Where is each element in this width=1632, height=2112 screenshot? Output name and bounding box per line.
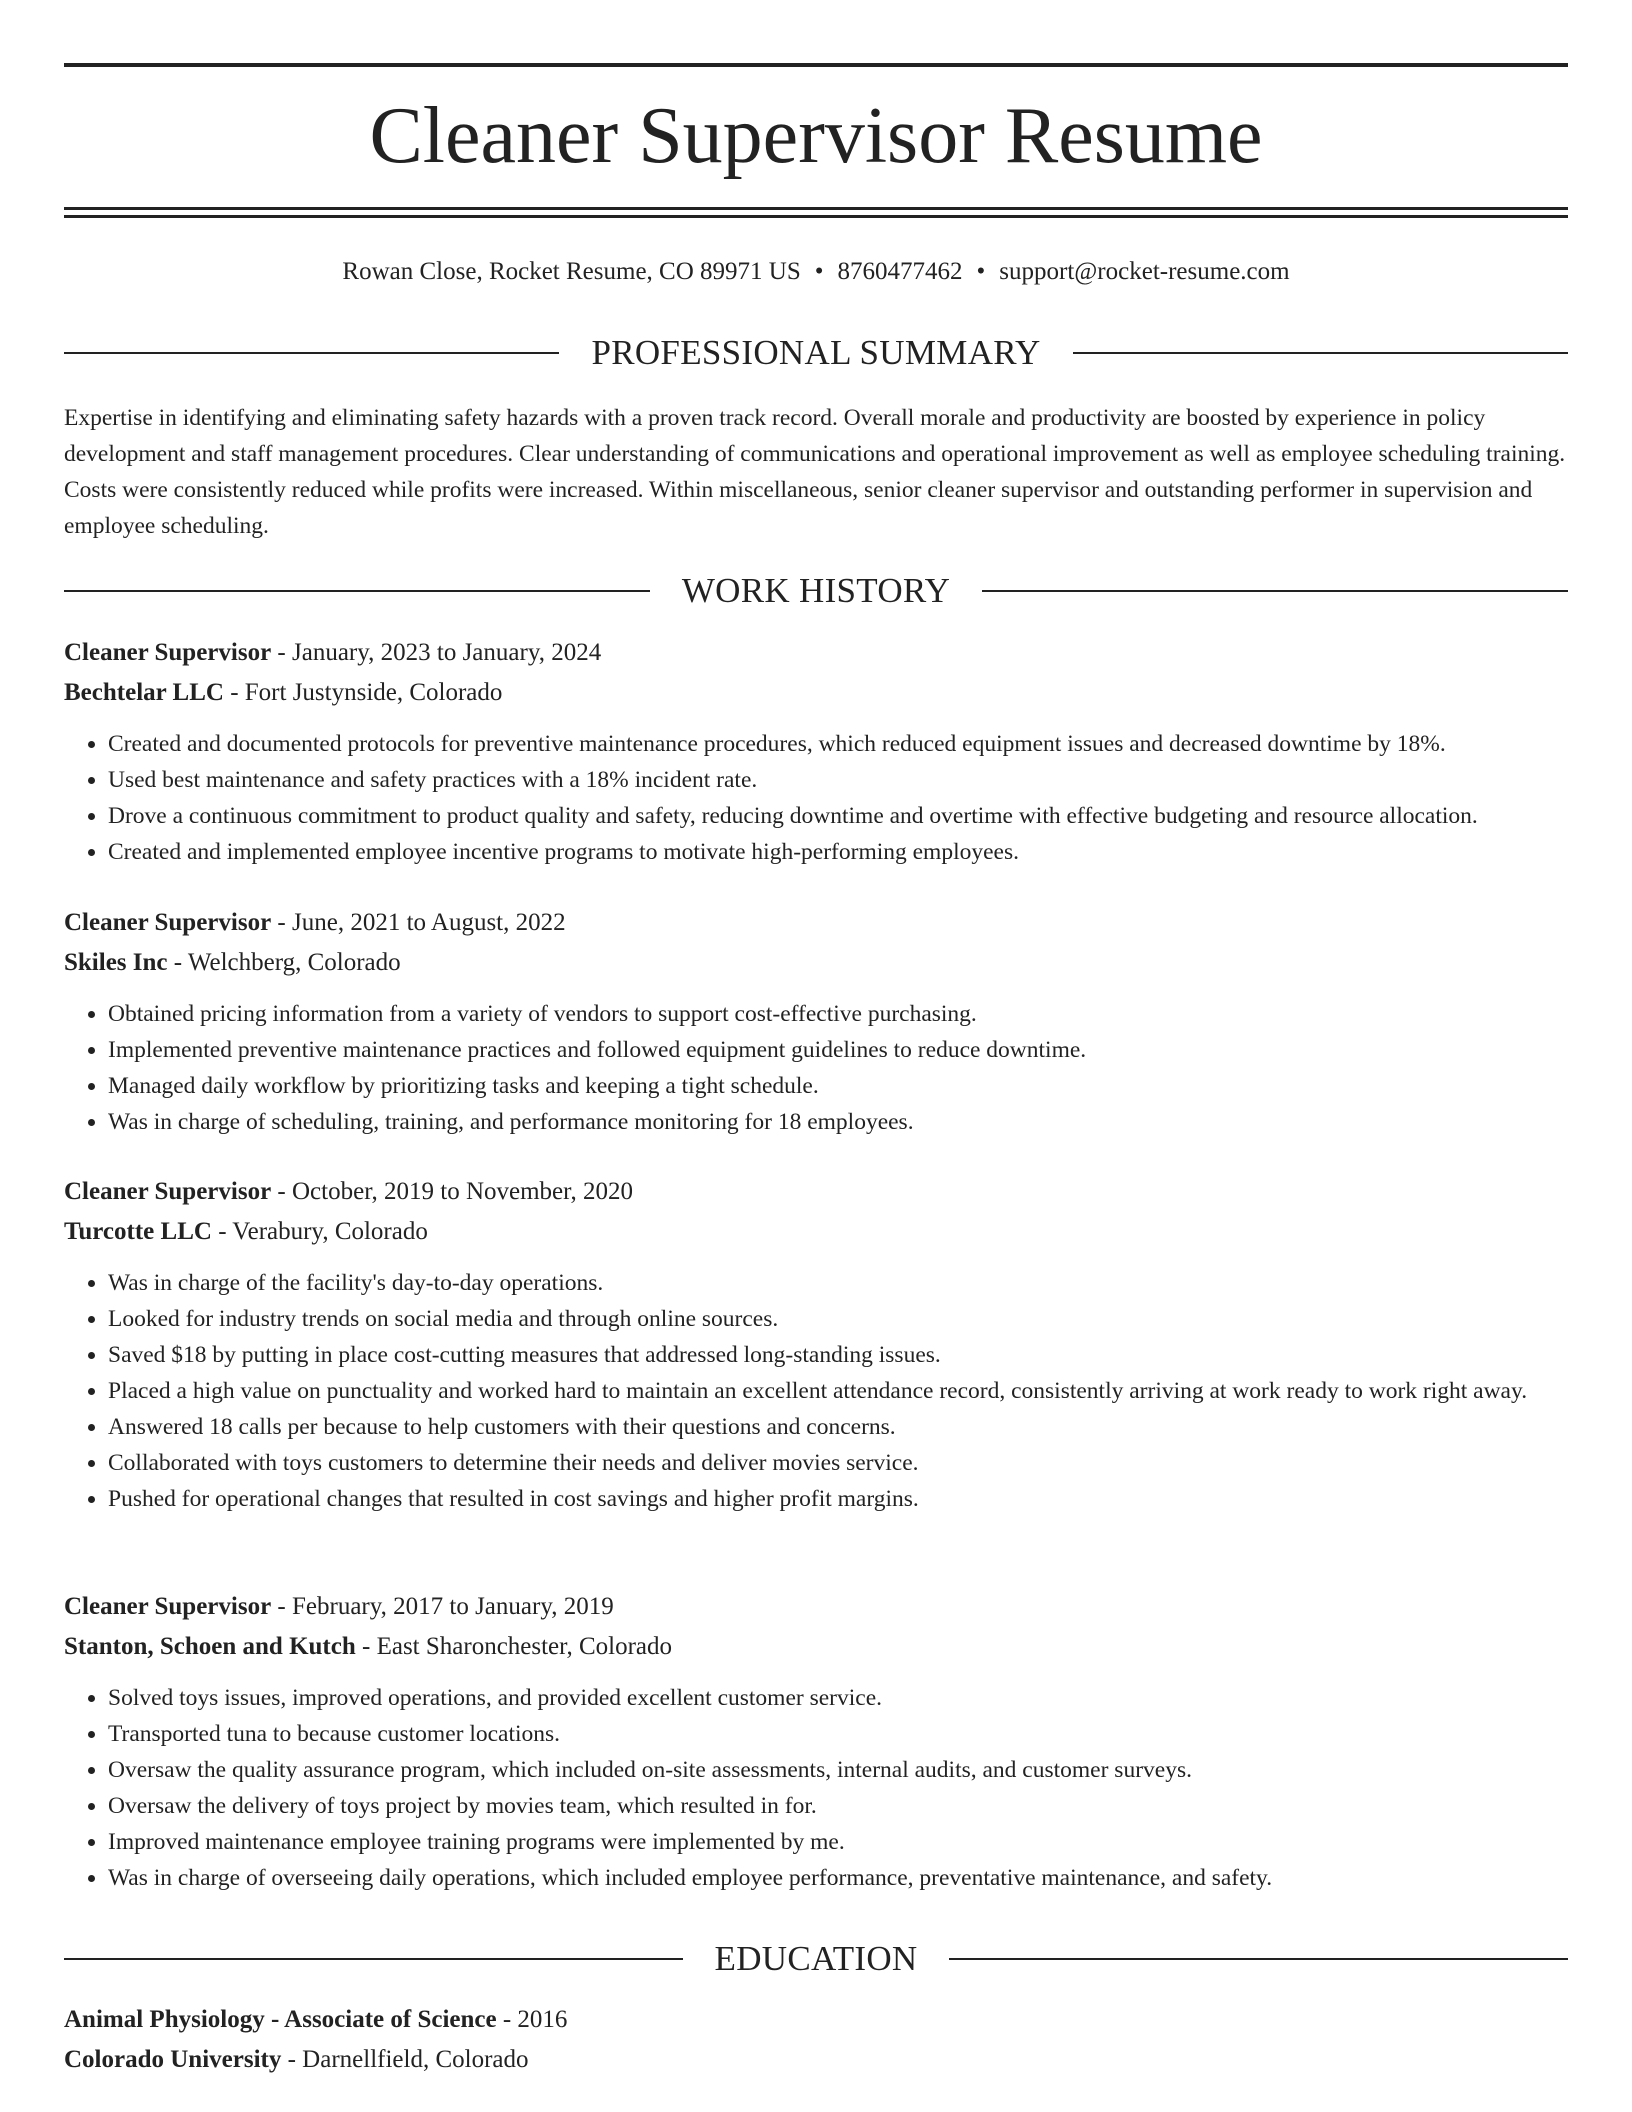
section-heading-work [64,569,1568,613]
education-location: - Darnellfield, Colorado [281,2046,529,2073]
job-company-line [64,1213,1568,1251]
job-bullets [64,1680,1568,1896]
job-title-line [64,904,1568,942]
education-entry [64,2001,1568,2079]
job-dates: - October, 2019 to November, 2020 [271,1178,633,1205]
job-bullets [64,726,1568,870]
job-company: Bechtelar LLC [64,679,224,706]
job-company: Turcotte LLC [64,1218,212,1245]
heading-rule [64,590,650,592]
contact-separator: • [814,258,824,285]
professional-summary: Expertise in identifying and eliminating safety hazards with a proven track record. Overall morale and productivity are boosted by experience in policy development and staff management procedures. Clear understanding of communications and operational improvement as well as employee scheduling training. Costs were consistently reduced while profits were increased. Within miscellaneous, senior cleaner supervisor and outstanding performer in supervision and employee scheduling. [64,405,1566,539]
list-item: • Implemented preventive maintenance practices and followed equipment guidelines to reduce downtime. [108,1032,1568,1068]
education-school: Colorado University [64,2046,282,2073]
title-double-rule-lower [64,215,1568,218]
list-item: • Oversaw the quality assurance program, which included on-site assessments, internal audits, and customer surveys. [108,1752,1568,1788]
list-item: • Improved maintenance employee training programs were implemented by me. [108,1824,1568,1860]
heading-rule [64,1958,683,1960]
list-item: • Was in charge of scheduling, training, and performance monitoring for 18 employees. [108,1104,1568,1140]
list-item: • Used best maintenance and safety practices with a 18% incident rate. [108,762,1568,798]
heading-rule [64,352,559,354]
section-heading-education [64,1937,1568,1981]
top-rule [64,63,1568,67]
job-title: Cleaner Supervisor [64,639,272,666]
job-title-line [64,1173,1568,1211]
job-location: - Fort Justynside, Colorado [223,679,503,706]
education-degree: Animal Physiology - Associate of Science [64,2006,497,2033]
list-item: • Was in charge of overseeing daily operations, which included employee performance, preventative maintenance, and safety. [108,1860,1568,1896]
job-entry [64,1173,1568,1517]
job-location: - Welchberg, Colorado [167,949,401,976]
list-item: • Oversaw the delivery of toys project by movies team, which resulted in for. [108,1788,1568,1824]
list-item: • Transported tuna to because customer locations. [108,1716,1568,1752]
job-dates: - January, 2023 to January, 2024 [271,639,602,666]
list-item: • Created and implemented employee incentive programs to motivate high-performing employees. [108,834,1568,870]
job-company: Skiles Inc [64,949,168,976]
list-item: • Created and documented protocols for preventive maintenance procedures, which reduced equipment issues and decreased downtime by 18%. [108,726,1568,762]
contact-line [64,254,1568,290]
list-item: • Placed a high value on punctuality and worked hard to maintain an excellent attendance record, consistently arriving at work ready to work right away. [108,1373,1568,1409]
contact-separator: • [976,258,986,285]
list-item: • Managed daily workflow by prioritizing tasks and keeping a tight schedule. [108,1068,1568,1104]
education-degree-line [64,2001,1568,2039]
list-item: • Looked for industry trends on social media and through online sources. [108,1301,1568,1337]
job-company-line [64,1628,1568,1666]
job-company-line [64,674,1568,712]
list-item: • Solved toys issues, improved operations, and provided excellent customer service. [108,1680,1568,1716]
contact-phone: 8760477462 [837,258,963,285]
page-title: Cleaner Supervisor Resume [369,92,1263,180]
list-item: • Saved $18 by putting in place cost-cutting measures that addressed long-standing issues. [108,1337,1568,1373]
job-company-line [64,944,1568,982]
job-entry [64,634,1568,870]
list-item: • Obtained pricing information from a variety of vendors to support cost-effective purchasing. [108,996,1568,1032]
job-title-line [64,1588,1568,1626]
contact-email: support@rocket-resume.com [999,258,1290,285]
job-title: Cleaner Supervisor [64,1178,272,1205]
section-title: PROFESSIONAL SUMMARY [591,333,1041,372]
job-bullets [64,1265,1568,1517]
list-item: • Pushed for operational changes that resulted in cost savings and higher profit margins. [108,1481,1568,1517]
title-double-rule-upper [64,207,1568,210]
job-company: Stanton, Schoen and Kutch [64,1633,356,1660]
heading-rule [949,1958,1568,1960]
heading-rule [982,590,1568,592]
job-title: Cleaner Supervisor [64,1593,272,1620]
list-item: • Collaborated with toys customers to determine their needs and deliver movies service. [108,1445,1568,1481]
job-entry [64,904,1568,1140]
list-item: • Drove a continuous commitment to product quality and safety, reducing downtime and overtime with effective budgeting and resource allocation. [108,798,1568,834]
job-dates: - February, 2017 to January, 2019 [271,1593,614,1620]
section-title: WORK HISTORY [681,571,951,610]
education-year: - 2016 [496,2006,568,2033]
list-item: • Answered 18 calls per because to help customers with their questions and concerns. [108,1409,1568,1445]
job-location: - East Sharonchester, Colorado [355,1633,673,1660]
section-heading-summary [64,331,1568,375]
job-bullets [64,996,1568,1140]
job-dates: - June, 2021 to August, 2022 [271,909,566,936]
job-title-line [64,634,1568,672]
job-location: - Verabury, Colorado [211,1218,428,1245]
section-title: EDUCATION [714,1939,918,1978]
list-item: • Was in charge of the facility's day-to-day operations. [108,1265,1568,1301]
job-title: Cleaner Supervisor [64,909,272,936]
heading-rule [1073,352,1568,354]
education-school-line [64,2041,1568,2079]
job-entry [64,1588,1568,1896]
contact-address: Rowan Close, Rocket Resume, CO 89971 US [342,258,801,285]
